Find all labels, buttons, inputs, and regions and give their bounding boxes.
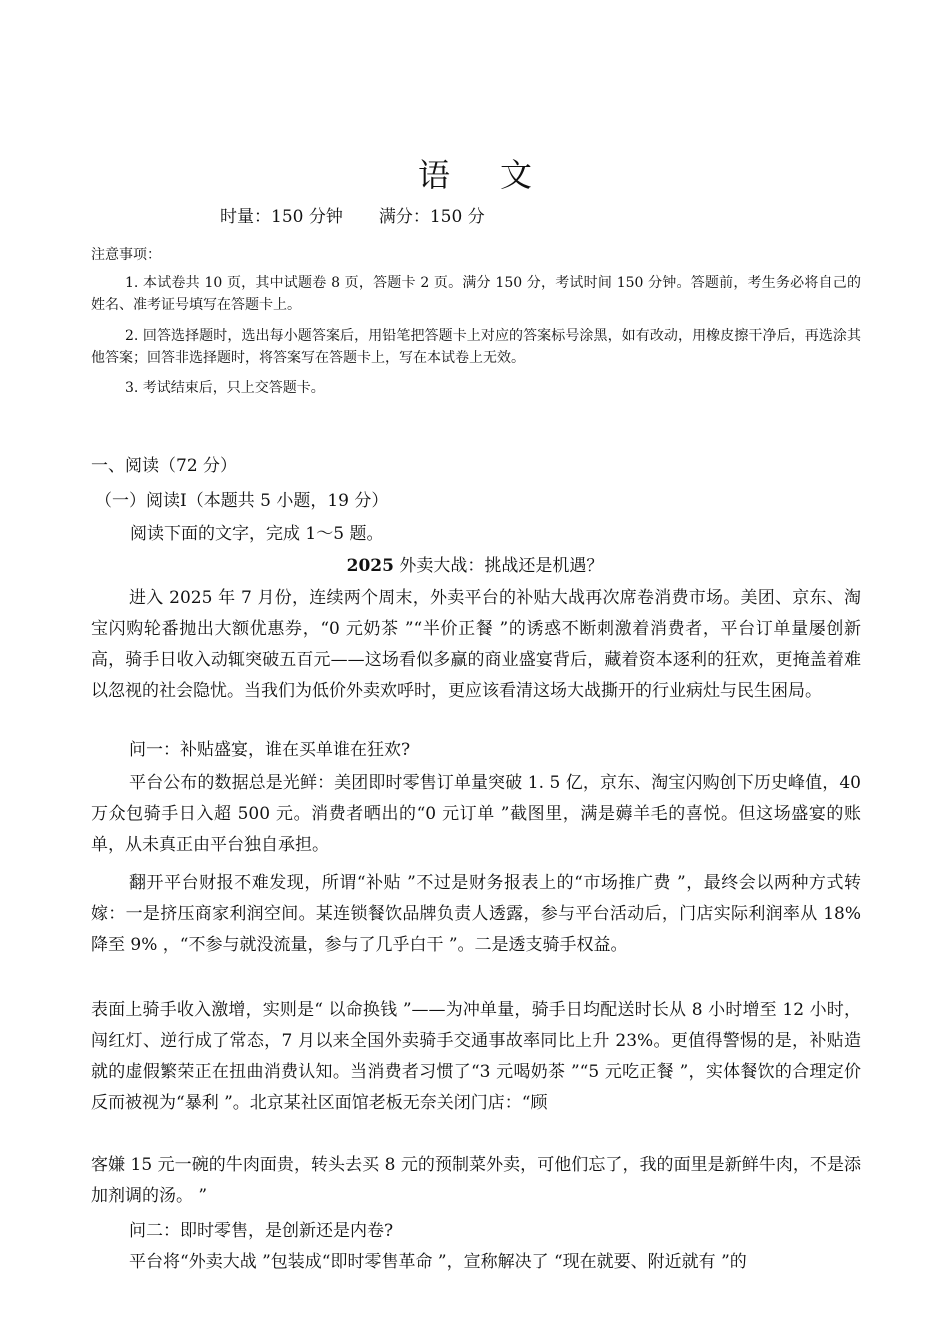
notice-item-1: 1. 本试卷共 10 页，其中试题卷 8 页，答题卡 2 页。满分 150 分，考试时间 150 分钟。答题前，考生务必将自己的姓名、准考证号填写在答题卡上。 (91, 275, 861, 313)
page-title: 语文 (417, 156, 582, 194)
article-title-year: 2025 (346, 556, 394, 576)
article-title (0, 551, 950, 576)
reading-instruction: 阅读下面的文字，完成 1～5 题。 (130, 524, 384, 544)
notice-heading: 注意事项： (91, 247, 161, 263)
notice-item-2: 2. 回答选择题时，选出每小题答案后，用铅笔把答题卡上对应的答案标号涂黑，如有改动，用橡皮擦干净后，再选涂其他答案；回答非选择题时，将答案写在答题卡上，写在本试卷上无效。 (91, 328, 861, 366)
article-paragraph: 翻开平台财报不难发现，所谓“补贴 ”不过是财务报表上的“市场推广费 ”，最终会以两种方式转嫁：一是挤压商家利润空间。某连锁餐饮品牌负责人透露，参与平台活动后，门店实际利润率从 18%降至 9% ，“不参与就没流量，参与了几乎白干 ”。二是透支骑手权益。 (91, 873, 861, 955)
article-paragraph: 客嫌 15 元一碗的牛肉面贵，转头去买 8 元的预制菜外卖，可他们忘了，我的面里是新鲜牛肉，不是添加剂调的汤。 ” (91, 1155, 861, 1206)
sub-section-title: （一）阅读Ⅰ（本题共 5 小题，19 分） (95, 491, 389, 511)
article-paragraph: 平台公布的数据总是光鲜：美团即时零售订单量突破 1. 5 亿，京东、淘宝闪购创下历史峰值，40 万众包骑手日入超 500 元。消费者晒出的“0 元订单 ”截图里，满是薅羊毛的喜悦。但这场盛宴的账单，从未真正由平台独自承担。 (91, 773, 861, 855)
part-title: 一、阅读（72 分） (91, 456, 238, 476)
exam-meta (220, 202, 485, 227)
full-score: 满分：150 分 (378, 207, 485, 227)
article-question-heading: 问一：补贴盛宴，谁在买单谁在狂欢? (129, 740, 411, 760)
article-paragraph: 进入 2025 年 7 月份，连续两个周末，外卖平台的补贴大战再次席卷消费市场。美团、京东、淘宝闪购轮番抛出大额优惠券，“0 元奶茶 ”“半价正餐 ”的诱惑不断刺激着消费者，平台订单量屡创新高，骑手日收入动辄突破五百元——这场看似多赢的商业盛宴背后，藏着资本逐利的狂欢，更掩盖着难以忽视的社会隐忧。当我们为低价外卖欢呼时，更应该看清这场大战撕开的行业病灶与民生困局。 (91, 588, 861, 701)
article-title-text: 外卖大战：挑战还是机遇？ (393, 556, 604, 576)
time-limit: 时量：150 分钟 (220, 207, 343, 227)
article-question-heading: 问二：即时零售，是创新还是内卷? (129, 1221, 394, 1241)
article-paragraph: 平台将“外卖大战 ”包装成“即时零售革命 ”，宣称解决了 “现在就要、附近就有 ”的 (129, 1252, 747, 1272)
article-paragraph: 表面上骑手收入激增，实则是“ 以命换钱 ”——为冲单量，骑手日均配送时长从 8 小时增至 12 小时，闯红灯、逆行成了常态，7 月以来全国外卖骑手交通事故率同比上升 23%。更值得警惕的是，补贴造就的虚假繁荣正在扭曲消费认知。当消费者习惯了“3 元喝奶茶 ”“5 元吃正餐 ”，实体餐饮的合理定价反而被视为“暴利 ”。北京某社区面馆老板无奈关闭门店：“顾 (91, 1000, 861, 1113)
notice-item-3: 3. 考试结束后，只上交答题卡。 (125, 380, 325, 396)
